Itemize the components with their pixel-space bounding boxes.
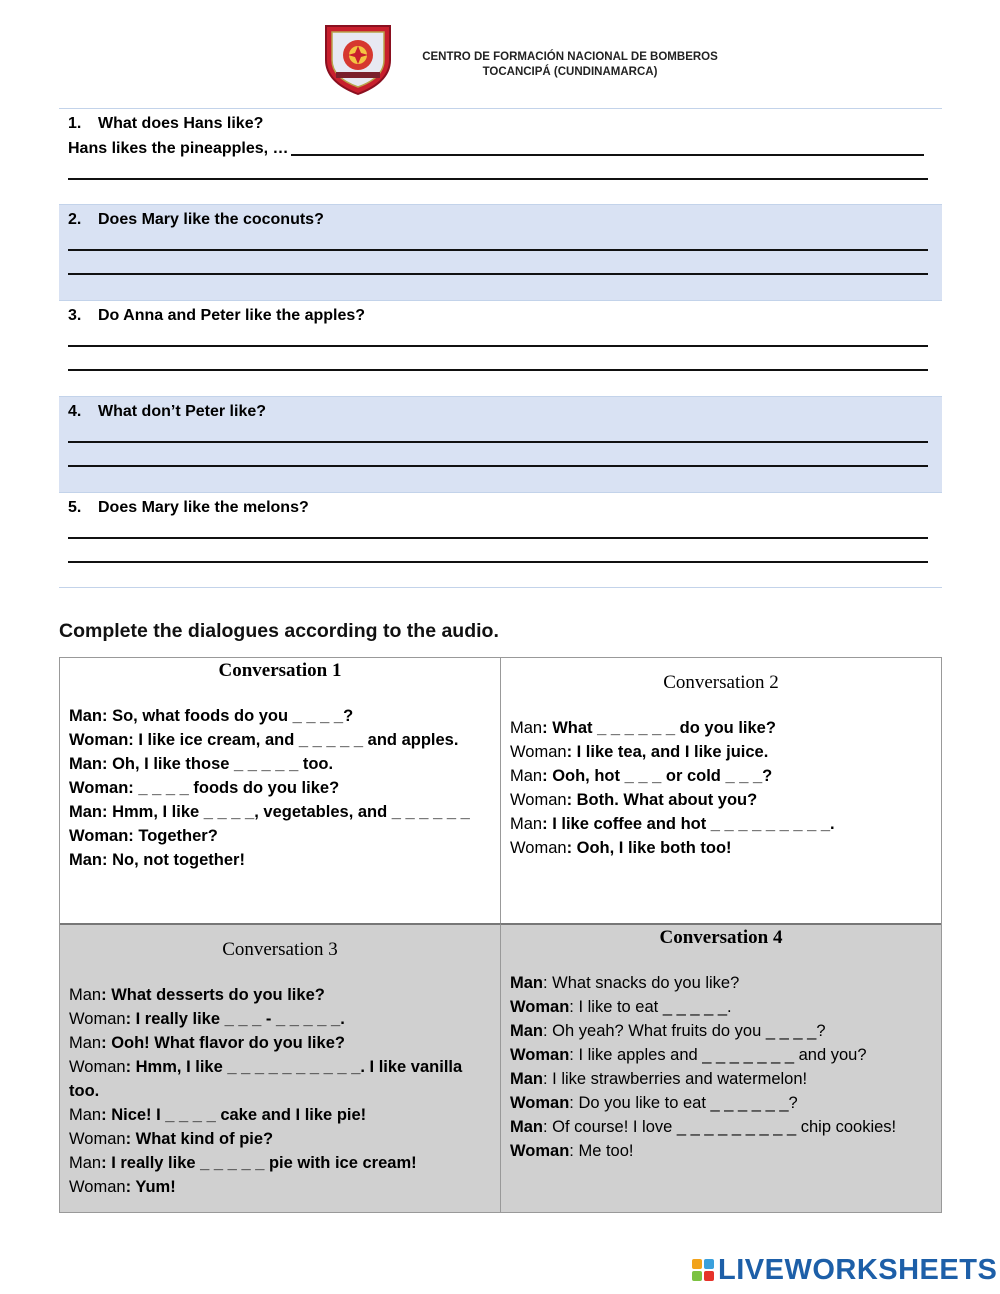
dialogue-text: : I like tea, and I like juice. xyxy=(566,743,769,761)
dialogue-text: : Yum! xyxy=(125,1178,176,1196)
page-header xyxy=(0,18,1000,98)
answer-line[interactable] xyxy=(68,256,928,280)
question-3 xyxy=(59,300,942,396)
dialogue-text: : Oh yeah? What fruits do you _ _ _ _? xyxy=(543,1022,826,1040)
dialogue-line xyxy=(69,1103,500,1127)
dialogue-text: : Hmm, I like _ _ _ _, vegetables, and _ _ _ _ _ _ xyxy=(102,803,470,821)
dialogue-text: : Me too! xyxy=(569,1142,634,1160)
dialogue-line xyxy=(69,848,500,872)
dialogue-line xyxy=(510,1091,941,1115)
dialogue-line xyxy=(510,788,941,812)
dialogue-line xyxy=(69,776,500,800)
conversation-lines xyxy=(501,971,941,1163)
dialogue-line xyxy=(510,1139,941,1163)
answer-line[interactable] xyxy=(68,161,928,185)
dialogue-text: : So, what foods do you _ _ _ _? xyxy=(102,707,354,725)
logo-squares-icon xyxy=(692,1259,714,1281)
dialogue-line xyxy=(510,971,941,995)
dialogue-text: : What _ _ _ _ _ _ do you like? xyxy=(542,719,776,737)
dialogue-line xyxy=(69,1031,500,1055)
conversation-lines xyxy=(60,704,500,872)
answer-prompt: Hans likes the pineapples, … xyxy=(68,140,289,157)
dialogue-speaker: Woman xyxy=(510,839,567,857)
dialogue-line xyxy=(69,800,500,824)
dialogue-text: : _ _ _ _ foods do you like? xyxy=(128,779,340,797)
question-4 xyxy=(59,396,942,492)
question-title xyxy=(68,112,942,136)
dialogue-line xyxy=(69,1127,500,1151)
liveworksheets-logo[interactable] xyxy=(692,1254,997,1286)
question-title xyxy=(68,496,942,520)
dialogues-instruction: Complete the dialogues according to the audio. xyxy=(59,620,499,642)
answer-blank[interactable] xyxy=(291,136,924,156)
question-text: Do Anna and Peter like the apples? xyxy=(98,307,366,324)
dialogue-speaker: Man xyxy=(69,755,102,773)
conversation-lines xyxy=(501,716,941,860)
dialogue-text: : What desserts do you like? xyxy=(101,986,325,1004)
question-number: 5. xyxy=(68,499,82,516)
question-2 xyxy=(59,204,942,300)
dialogue-speaker: Man xyxy=(69,707,102,725)
dialogue-speaker: Woman xyxy=(69,1130,126,1148)
question-number: 4. xyxy=(68,403,82,420)
dialogue-text: : I like to eat _ _ _ _ _. xyxy=(569,998,732,1016)
dialogue-line xyxy=(510,1067,941,1091)
dialogue-text: : I really like _ _ _ - _ _ _ _ _. xyxy=(125,1010,345,1028)
dialogue-line xyxy=(69,752,500,776)
answer-line[interactable] xyxy=(68,232,928,256)
dialogue-text: : I like ice cream, and _ _ _ _ _ and apples. xyxy=(128,731,459,749)
question-text: What don’t Peter like? xyxy=(98,403,267,420)
answer-line[interactable] xyxy=(68,424,928,448)
dialogue-speaker: Man xyxy=(510,767,543,785)
dialogue-speaker: Man xyxy=(69,851,102,869)
dialogue-line xyxy=(69,728,500,752)
dialogue-speaker: Woman xyxy=(510,743,567,761)
conversation-lines xyxy=(60,983,500,1199)
dialogue-text: : Ooh! What flavor do you like? xyxy=(101,1034,345,1052)
dialogue-speaker: Woman xyxy=(510,1142,570,1160)
dialogue-line xyxy=(69,824,500,848)
dialogue-text: : I like coffee and hot _ _ _ _ _ _ _ _ _. xyxy=(542,815,835,833)
dialogue-text: : No, not together! xyxy=(102,851,245,869)
dialogue-text: : Oh, I like those _ _ _ _ _ too. xyxy=(102,755,334,773)
dialogue-speaker: Woman xyxy=(510,998,570,1016)
answer-line[interactable] xyxy=(68,520,928,544)
dialogue-line xyxy=(69,1055,500,1079)
dialogue-text: : Do you like to eat _ _ _ _ _ _? xyxy=(569,1094,798,1112)
dialogue-speaker: Man xyxy=(69,1034,102,1052)
fire-department-crest-icon xyxy=(322,22,394,96)
dialogue-text: : I like apples and _ _ _ _ _ _ _ and you? xyxy=(569,1046,867,1064)
question-text: Does Mary like the coconuts? xyxy=(98,211,324,228)
dialogue-speaker: Woman xyxy=(510,1046,570,1064)
question-title xyxy=(68,208,942,232)
conversation-title: Conversation 3 xyxy=(222,939,338,960)
dialogue-speaker: Man xyxy=(510,719,543,737)
dialogue-line xyxy=(69,1175,500,1199)
question-text: Does Mary like the melons? xyxy=(98,499,309,516)
question-number: 3. xyxy=(68,307,82,324)
conversation-4 xyxy=(501,923,941,1212)
dialogue-line xyxy=(510,740,941,764)
dialogue-speaker: Woman xyxy=(69,827,129,845)
dialogue-line xyxy=(510,1115,941,1139)
dialogue-text: : Nice! I _ _ _ _ cake and I like pie! xyxy=(101,1106,367,1124)
dialogue-speaker: Man xyxy=(510,815,543,833)
institution-line-1: CENTRO DE FORMACIÓN NACIONAL DE BOMBEROS xyxy=(422,51,718,63)
dialogue-speaker: Woman xyxy=(69,779,129,797)
dialogue-speaker: Man xyxy=(69,1154,102,1172)
institution-name xyxy=(400,50,740,80)
question-title xyxy=(68,400,942,424)
question-title xyxy=(68,304,942,328)
dialogue-speaker: Man xyxy=(510,1022,543,1040)
dialogue-speaker: Man xyxy=(69,1106,102,1124)
dialogue-speaker: Man xyxy=(69,803,102,821)
dialogue-line xyxy=(510,716,941,740)
logo-square xyxy=(704,1271,714,1281)
conversation-3 xyxy=(60,923,501,1212)
dialogue-speaker: Man xyxy=(510,1118,543,1136)
conversation-1 xyxy=(60,658,501,923)
answer-line[interactable] xyxy=(68,328,928,352)
question-1 xyxy=(59,108,942,204)
dialogue-text: : Both. What about you? xyxy=(566,791,758,809)
question-number: 1. xyxy=(68,115,82,132)
conversation-2 xyxy=(501,658,941,923)
logo-square xyxy=(692,1271,702,1281)
dialogue-line xyxy=(69,1151,500,1175)
institution-line-2: TOCANCIPÁ (CUNDINAMARCA) xyxy=(482,66,658,78)
dialogue-text: : What snacks do you like? xyxy=(543,974,740,992)
dialogue-speaker: Woman xyxy=(69,731,129,749)
dialogue-text: : I like strawberries and watermelon! xyxy=(543,1070,808,1088)
dialogue-text: : I really like _ _ _ _ _ pie with ice cream! xyxy=(101,1154,417,1172)
dialogue-line xyxy=(510,1043,941,1067)
conversation-title: Conversation 1 xyxy=(218,660,342,681)
dialogue-speaker: Woman xyxy=(69,1178,126,1196)
question-5 xyxy=(59,492,942,588)
question-number: 2. xyxy=(68,211,82,228)
dialogue-line xyxy=(69,1079,500,1103)
dialogue-speaker: Woman xyxy=(510,791,567,809)
dialogue-speaker: Woman xyxy=(510,1094,570,1112)
question-text: What does Hans like? xyxy=(98,115,264,132)
dialogue-line xyxy=(510,1019,941,1043)
dialogue-line xyxy=(69,704,500,728)
dialogue-line xyxy=(510,836,941,860)
dialogue-text: too. xyxy=(69,1082,100,1100)
dialogue-text: : Of course! I love _ _ _ _ _ _ _ _ _ chip cookies! xyxy=(543,1118,897,1136)
answer-prompt-line[interactable] xyxy=(68,136,924,161)
dialogue-speaker: Man xyxy=(510,1070,543,1088)
dialogue-text: : Together? xyxy=(128,827,218,845)
logo-text: LIVEWORKSHEETS xyxy=(718,1253,998,1286)
dialogue-line xyxy=(69,1007,500,1031)
conversation-title: Conversation 4 xyxy=(659,927,783,948)
dialogue-speaker: Woman xyxy=(69,1058,126,1076)
logo-square xyxy=(704,1259,714,1269)
dialogue-text: : Ooh, I like both too! xyxy=(566,839,732,857)
dialogue-text: : Ooh, hot _ _ _ or cold _ _ _? xyxy=(542,767,773,785)
logo-square xyxy=(692,1259,702,1269)
dialogue-line xyxy=(510,812,941,836)
answer-line[interactable] xyxy=(68,448,928,472)
dialogue-line xyxy=(69,983,500,1007)
answer-line[interactable] xyxy=(68,544,928,568)
dialogue-speaker: Woman xyxy=(69,1010,126,1028)
conversations-table xyxy=(59,657,942,1213)
dialogue-line xyxy=(510,764,941,788)
conversation-title: Conversation 2 xyxy=(663,672,779,693)
dialogue-text: : Hmm, I like _ _ _ _ _ _ _ _ _ _. I like vanilla xyxy=(125,1058,463,1076)
dialogue-text: : What kind of pie? xyxy=(125,1130,274,1148)
dialogue-speaker: Man xyxy=(510,974,543,992)
answer-line[interactable] xyxy=(68,352,928,376)
dialogue-speaker: Man xyxy=(69,986,102,1004)
questions-section xyxy=(59,108,942,588)
dialogue-line xyxy=(510,995,941,1019)
